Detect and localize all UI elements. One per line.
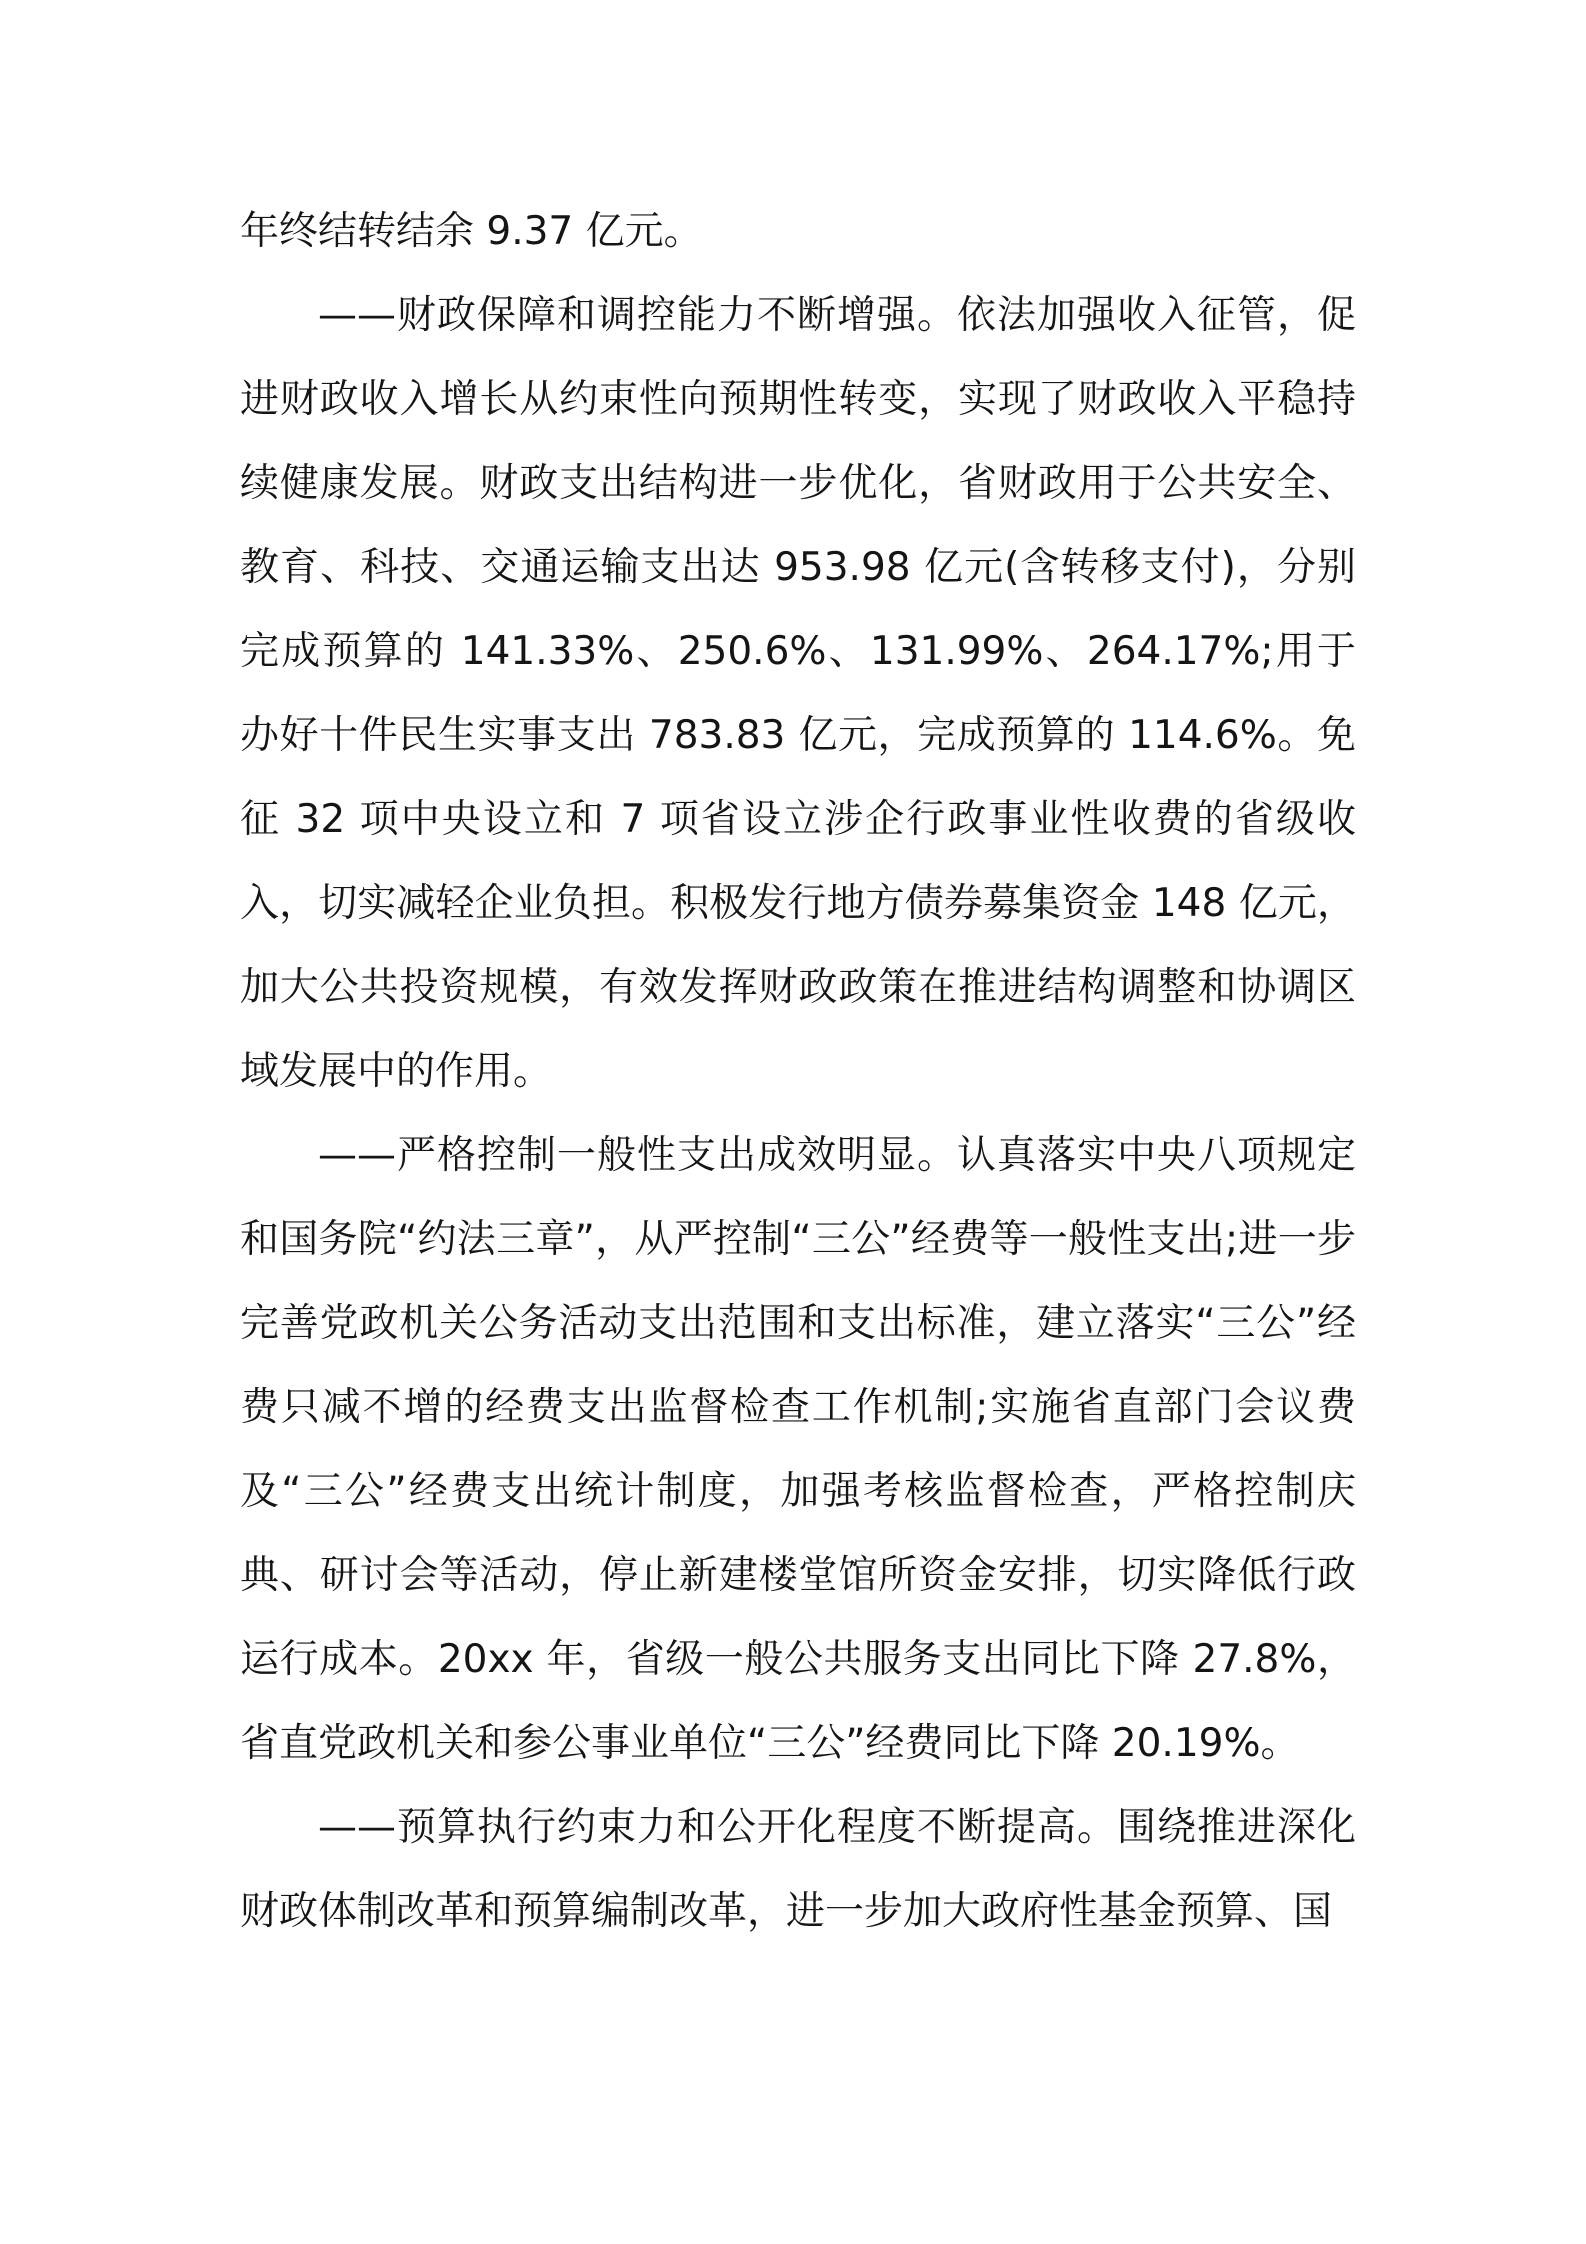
paragraph-general-expenditure: ——严格控制一般性支出成效明显。认真落实中央八项规定和国务院“约法三章”，从严控制“三公”经费等一般性支出;进一步完善党政机关公务活动支出范围和支出标准，建立落实“三公”经费只减不增的经费支出监督检查工作机制;实施省直部门会议费及“三公”经费支出统计制度，加强考核监督检查，严格控制庆典、研讨会等活动，停止新建楼堂馆所资金安排，切实降低行政运行成本。20xx 年，省级一般公共服务支出同比下降 27.8%，省直党政机关和参公事业单位“三公”经费同比下降 20.19%。 [240, 1133, 1356, 1766]
paragraph-fiscal-capacity: ——财政保障和调控能力不断增强。依法加强收入征管，促进财政收入增长从约束性向预期性转变，实现了财政收入平稳持续健康发展。财政支出结构进一步优化，省财政用于公共安全、教育、科技、交通运输支出达 953.98 亿元(含转移支付)，分别完成预算的 141.33%、250.6%、131.99%、264.17%;用于办好十件民生实事支出 783.83 亿元，完成预算的 114.6%。免征 32 项中央设立和 7 项省设立涉企行政事业性收费的省级收入，切实减轻企业负担。积极发行地方债券募集资金 148 亿元，加大公共投资规模，有效发挥财政政策在推进结构调整和协调区域发展中的作用。 [240, 293, 1356, 1094]
paragraph-carryover: 年终结转结余 9.37 亿元。 [240, 209, 703, 254]
paragraph-budget-transparency: ——预算执行约束力和公开化程度不断提高。围绕推进深化财政体制改革和预算编制改革，进一步加大政府性基金预算、国 [240, 1805, 1356, 1934]
document-body [240, 190, 1356, 1954]
